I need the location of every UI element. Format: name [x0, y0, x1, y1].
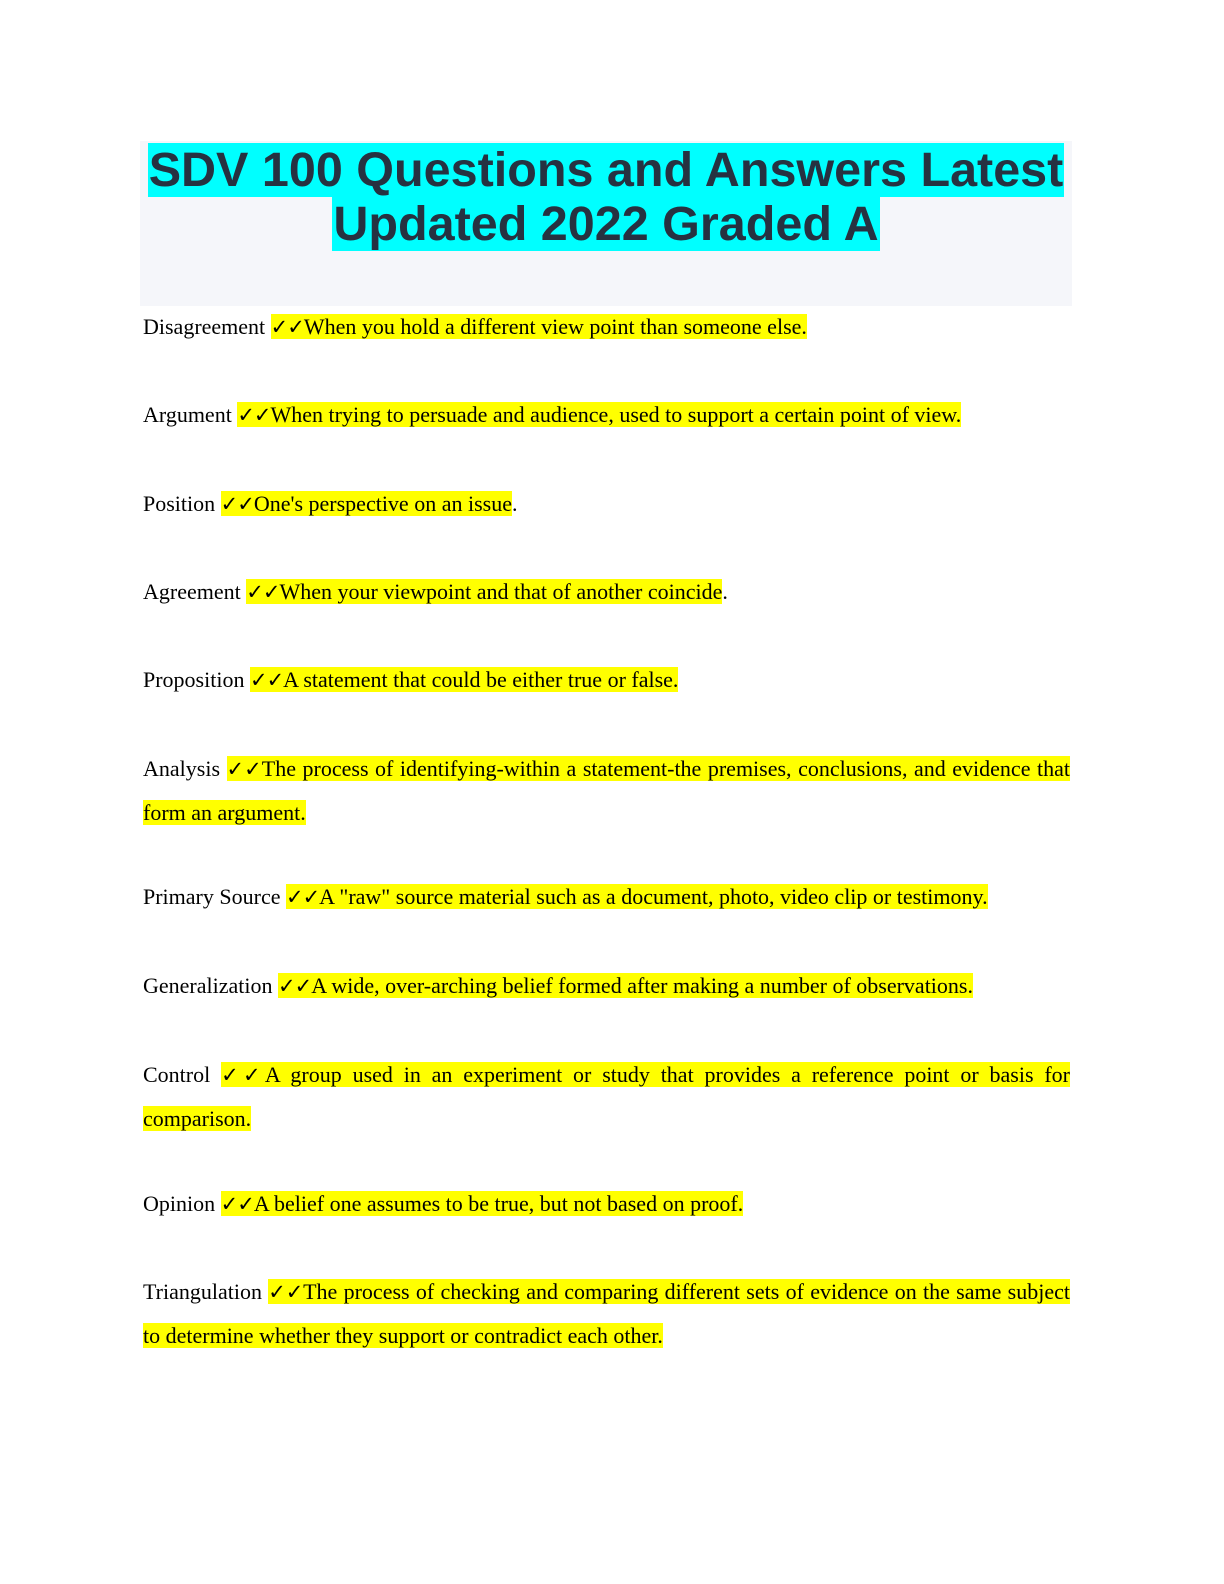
qa-entry — [143, 1182, 1070, 1226]
double-check-icon: ✓✓ — [278, 974, 312, 998]
double-check-icon: ✓✓ — [270, 315, 304, 339]
entry-answer: A "raw" source material such as a document, photo, video clip or testimony. — [319, 884, 988, 909]
entry-answer-highlight — [221, 1191, 744, 1216]
qa-entry — [143, 305, 1070, 349]
qa-entry — [143, 482, 1070, 526]
title-line-1: SDV 100 Questions and Answers Latest — [148, 143, 1064, 197]
entry-answer-highlight — [237, 402, 961, 427]
double-check-icon: ✓✓ — [268, 1280, 304, 1304]
entry-term: Control — [143, 1062, 211, 1087]
entry-answer: When trying to persuade and audience, used to support a certain point of view. — [270, 402, 962, 427]
qa-entry — [143, 747, 1070, 835]
entry-term: Opinion — [143, 1191, 216, 1216]
entry-term: Agreement — [143, 579, 241, 604]
qa-entry — [143, 875, 1070, 919]
double-check-icon: ✓✓ — [237, 403, 271, 427]
entry-answer: A statement that could be either true or false. — [283, 667, 679, 692]
title-line-2: Updated 2022 Graded A — [333, 197, 879, 251]
entry-term: Position — [143, 491, 216, 516]
entry-term: Proposition — [143, 667, 245, 692]
qa-entry — [143, 964, 1070, 1008]
entry-answer-highlight — [221, 491, 512, 516]
double-check-icon: ✓✓ — [249, 668, 284, 692]
entry-answer: When you hold a different view point than someone else. — [303, 314, 807, 339]
double-check-icon: ✓✓ — [285, 885, 320, 909]
qa-entry — [143, 393, 1070, 437]
entry-answer-highlight — [250, 667, 678, 692]
entry-answer-highlight — [143, 756, 1070, 825]
entry-term: Primary Source — [143, 884, 281, 909]
entry-answer: The process of identifying-within a statement-the premises, conclusions, and evidence that form an argument. — [143, 756, 1070, 825]
qa-entry — [143, 1053, 1070, 1141]
entry-answer-highlight — [246, 579, 722, 604]
double-check-icon: ✓✓ — [220, 1192, 254, 1216]
entry-term: Analysis — [143, 756, 220, 781]
entry-answer: A group used in an experiment or study that provides a reference point or basis for comparison. — [143, 1062, 1071, 1131]
entry-trail: . — [722, 579, 728, 604]
entry-answer-highlight — [143, 1279, 1070, 1348]
entry-answer: One's perspective on an issue — [253, 491, 512, 516]
entry-answer-highlight — [286, 884, 988, 909]
entry-answer-highlight — [278, 973, 973, 998]
entry-answer: A belief one assumes to be true, but not based on proof. — [253, 1191, 744, 1216]
entry-answer: When your viewpoint and that of another coincide — [279, 579, 723, 604]
entry-term: Generalization — [143, 973, 273, 998]
entry-term: Disagreement — [143, 314, 266, 339]
double-check-icon: ✓✓ — [246, 580, 280, 604]
double-check-icon: ✓✓ — [221, 1063, 265, 1087]
document-title — [140, 143, 1072, 251]
title-block — [140, 141, 1072, 306]
double-check-icon: ✓✓ — [220, 492, 254, 516]
qa-entry — [143, 1270, 1070, 1358]
entry-answer: A wide, over-arching belief formed after making a number of observations. — [311, 973, 973, 998]
entry-term: Argument — [143, 402, 232, 427]
entry-trail: . — [511, 491, 518, 516]
entry-answer-highlight — [271, 314, 807, 339]
entry-term: Triangulation — [143, 1279, 262, 1304]
entry-answer-highlight — [143, 1062, 1070, 1131]
double-check-icon: ✓✓ — [226, 757, 262, 781]
entry-answer: The process of checking and comparing different sets of evidence on the same subject to determine whether they support or contradict each other. — [143, 1279, 1070, 1348]
qa-entry — [143, 570, 1070, 614]
qa-entry — [143, 658, 1070, 702]
